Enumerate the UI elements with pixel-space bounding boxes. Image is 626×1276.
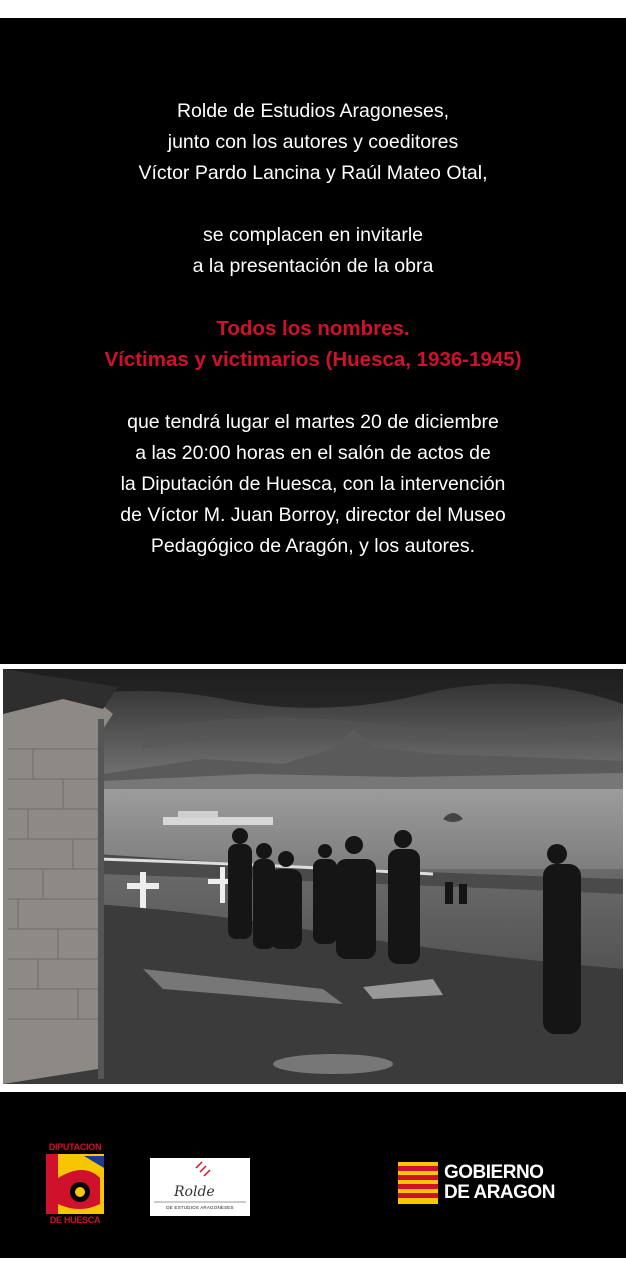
diputacion-emblem-icon [44, 1154, 106, 1214]
details-line: Pedagógico de Aragón, y los autores. [150, 535, 476, 557]
diputacion-huesca-logo [44, 1142, 106, 1226]
book-title [0, 313, 626, 375]
host-line: junto con los autores y coeditores [167, 131, 459, 153]
rolde-wordmark: Rolde [174, 1184, 215, 1200]
details-line: de Víctor M. Juan Borroy, director del Museo [120, 504, 506, 526]
details-line: que tendrá lugar el martes 20 de diciembre [127, 411, 499, 433]
invitation-text [0, 96, 626, 593]
photo-frame [0, 664, 626, 1092]
details-line: a las 20:00 horas en el salón de actos de [135, 442, 491, 464]
gobierno-line1: GOBIERNO [444, 1162, 544, 1183]
host-line: Víctor Pardo Lancina y Raúl Mateo Otal, [138, 162, 488, 184]
invite-paragraph [0, 220, 626, 282]
host-paragraph [0, 96, 626, 189]
details-paragraph [0, 407, 626, 562]
cemetery-photograph [3, 669, 623, 1084]
rolde-logo [150, 1158, 250, 1216]
invite-line: se complacen en invitarle [202, 224, 424, 246]
invite-line: a la presentación de la obra [192, 255, 434, 277]
gobierno-aragon-logo [398, 1162, 588, 1204]
rolde-subtitle: DE ESTUDIOS ARAGONESES [166, 1205, 234, 1210]
footer-logos [0, 1092, 626, 1258]
host-line: Rolde de Estudios Aragoneses, [176, 100, 450, 122]
book-title-line: Todos los nombres. [216, 317, 410, 340]
book-title-line: Víctimas y victimarios (Huesca, 1936-1945) [104, 348, 522, 371]
aragon-flag-icon [398, 1162, 438, 1204]
diputacion-logo-bottom-text: DE HUESCA [49, 1215, 101, 1225]
gobierno-line2: DE ARAGON [444, 1182, 555, 1203]
diputacion-logo-top-text: DIPUTACION [48, 1142, 102, 1152]
details-line: la Diputación de Huesca, con la intervención [120, 473, 506, 495]
